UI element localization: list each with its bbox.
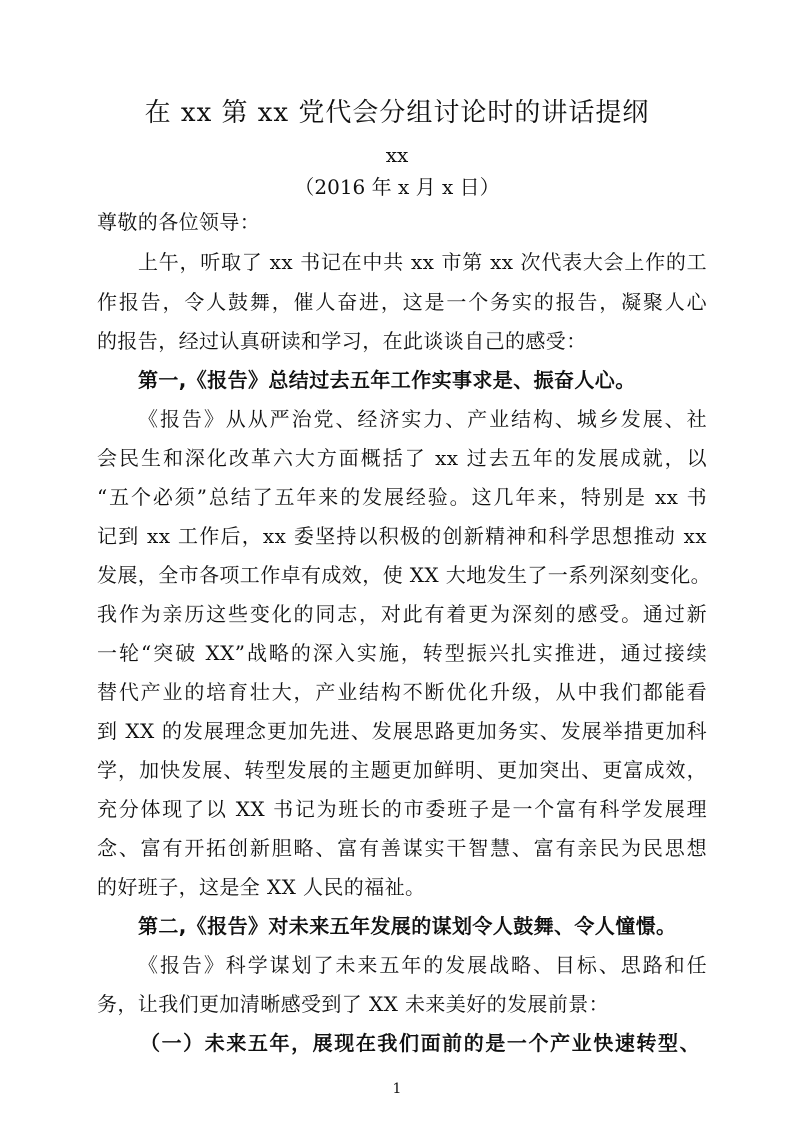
paragraph-line: 的好班子，这是全 XX 人民的福祉。 [97, 875, 426, 899]
paragraph-line: 的报告，经过认真研读和学习，在此谈谈自己的感受： [97, 329, 587, 353]
document-date: （2016 年 x 月 x 日） [294, 175, 500, 199]
paragraph-line: 发展，全市各项工作卓有成效，使 XX 大地发生了一系列深刻变化。 [97, 563, 711, 587]
paragraph-line: 我作为亲历这些变化的同志，对此有着更为深刻的感受。通过新 [97, 602, 707, 626]
paragraph-line: 上午，听取了 xx 书记在中共 xx 市第 xx 次代表大会上作的工 [138, 250, 707, 274]
paragraph-line: 念、富有开拓创新胆略、富有善谋实干智慧、富有亲民为民思想 [97, 836, 707, 860]
paragraph-line: “五个必须”总结了五年来的发展经验。这几年来，特别是 xx 书 [97, 485, 707, 509]
document-title: 在 xx 第 xx 党代会分组讨论时的讲话提纲 [144, 98, 650, 128]
paragraph-line: 《报告》从从严治党、经济实力、产业结构、城乡发展、社 [138, 407, 707, 431]
subsection-heading: （一）未来五年，展现在我们面前的是一个产业快速转型、 [140, 1031, 700, 1055]
section-heading-2: 第二,《报告》对未来五年发展的谋划令人鼓舞、令人憧憬。 [138, 914, 677, 938]
salutation: 尊敬的各位领导： [97, 210, 261, 234]
paragraph-line: 会民生和深化改革六大方面概括了 xx 过去五年的发展成就，以 [97, 446, 707, 470]
paragraph-line: 充分体现了以 XX 书记为班长的市委班子是一个富有科学发展理 [97, 797, 707, 821]
paragraph-line: 替代产业的培育壮大，产业结构不断优化升级，从中我们都能看 [97, 680, 707, 704]
page-number: 1 [392, 1081, 402, 1097]
author-name: xx [385, 143, 409, 167]
paragraph-line: 《报告》科学谋划了未来五年的发展战略、目标、思路和任 [138, 953, 707, 977]
paragraph-line: 作报告，令人鼓舞，催人奋进，这是一个务实的报告，凝聚人心 [97, 290, 707, 314]
paragraph-line: 一轮“突破 XX”战略的深入实施，转型振兴扎实推进，通过接续 [97, 641, 707, 665]
paragraph-line: 务，让我们更加清晰感受到了 XX 未来美好的发展前景： [97, 992, 609, 1016]
paragraph-line: 学，加快发展、转型发展的主题更加鲜明、更加突出、更富成效， [97, 758, 707, 782]
paragraph-line: 记到 xx 工作后，xx 委坚持以积极的创新精神和科学思想推动 xx [97, 524, 707, 548]
section-heading-1: 第一,《报告》总结过去五年工作实事求是、振奋人心。 [138, 368, 636, 392]
paragraph-line: 到 XX 的发展理念更加先进、发展思路更加务实、发展举措更加科 [97, 719, 707, 743]
